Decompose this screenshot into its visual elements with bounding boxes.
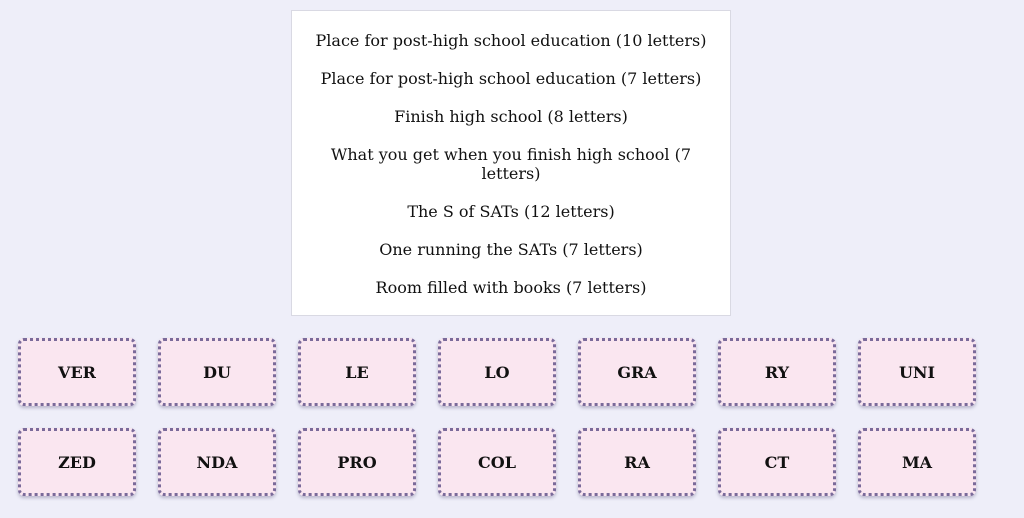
tile-zed[interactable]: ZED [18,428,136,496]
tile-col[interactable]: COL [438,428,556,496]
tile-grid [18,338,998,518]
clue-5: The S of SATs (12 letters) [407,202,615,221]
tile-nda[interactable]: NDA [158,428,276,496]
tile-ry[interactable]: RY [718,338,836,406]
clue-6: One running the SATs (7 letters) [379,240,643,259]
tile-uni[interactable]: UNI [858,338,976,406]
clue-7: Room filled with books (7 letters) [375,278,647,297]
clue-panel [291,10,731,316]
tile-le[interactable]: LE [298,338,416,406]
tile-ma[interactable]: MA [858,428,976,496]
tile-du[interactable]: DU [158,338,276,406]
clue-4: What you get when you finish high school (7 letters) [330,145,692,183]
tile-pro[interactable]: PRO [298,428,416,496]
tile-row-2 [18,428,998,496]
tile-gra[interactable]: GRA [578,338,696,406]
tile-ra[interactable]: RA [578,428,696,496]
clue-1: Place for post-high school education (10 letters) [315,31,707,50]
clue-2: Place for post-high school education (7 letters) [320,69,702,88]
tile-lo[interactable]: LO [438,338,556,406]
tile-ver[interactable]: VER [18,338,136,406]
tile-row-1 [18,338,998,406]
tile-ct[interactable]: CT [718,428,836,496]
clue-3: Finish high school (8 letters) [394,107,628,126]
